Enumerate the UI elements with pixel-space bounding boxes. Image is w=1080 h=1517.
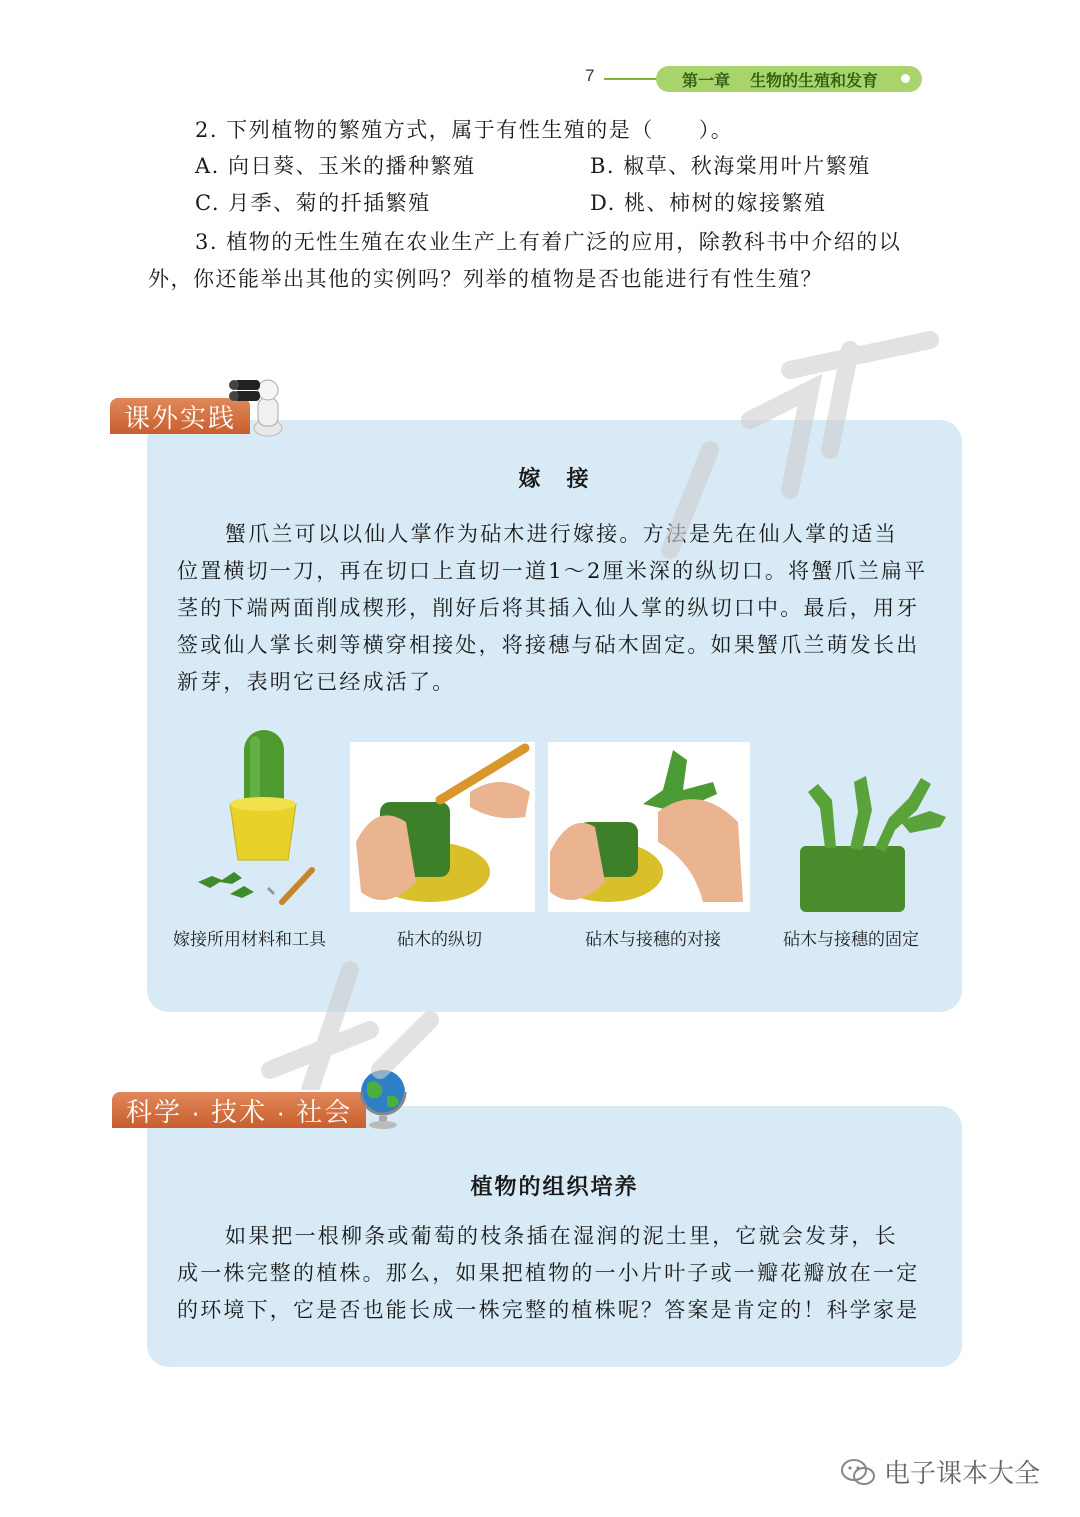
header-dot bbox=[901, 74, 910, 83]
question-2-stem: 2. 下列植物的繁殖方式，属于有性生殖的是（ ）。 bbox=[195, 118, 734, 142]
science-text-line-3: 的环境下，它是否也能长成一株完整的植株呢？答案是肯定的！科学家是 bbox=[177, 1298, 920, 1322]
footer-brand bbox=[840, 1453, 1040, 1490]
practice-title: 嫁 接 bbox=[518, 466, 591, 492]
scion-joining-photo bbox=[548, 742, 750, 912]
caption-joining: 砧木与接穗的对接 bbox=[585, 930, 721, 950]
practice-text-line-4: 签或仙人掌长刺等横穿相接处，将接穗与砧木固定。如果蟹爪兰萌发长出 bbox=[177, 633, 920, 657]
practice-text-line-2: 位置横切一刀，再在切口上直切一道1～2厘米深的纵切口。将蟹爪兰扁平 bbox=[177, 559, 928, 583]
chapter-header bbox=[656, 66, 922, 92]
practice-tab-label: 课外实践 bbox=[124, 402, 237, 433]
grafting-materials-photo bbox=[190, 722, 340, 912]
footer-text: 电子课本大全 bbox=[884, 1458, 1041, 1488]
science-tab bbox=[112, 1092, 366, 1128]
science-text-line-2: 成一株完整的植株。那么，如果把植物的一小片叶子或一瓣花瓣放在一定 bbox=[177, 1261, 920, 1285]
practice-text-line-3: 茎的下端两面削成楔形，削好后将其插入仙人掌的纵切口中。最后，用牙 bbox=[177, 596, 920, 620]
science-tab-label: 科学 · 技术 · 社会 bbox=[126, 1096, 353, 1127]
rootstock-cut-photo bbox=[350, 742, 535, 912]
caption-fixing: 砧木与接穗的固定 bbox=[783, 930, 919, 950]
caption-rootstock-cut: 砧木的纵切 bbox=[397, 930, 482, 950]
question-3-line-2: 外，你还能举出其他的实例吗？列举的植物是否也能进行有性生殖？ bbox=[148, 267, 823, 291]
caption-materials: 嫁接所用材料和工具 bbox=[173, 930, 326, 950]
practice-text-line-5: 新芽，表明它已经成活了。 bbox=[177, 670, 456, 694]
globe-icon bbox=[355, 1066, 411, 1130]
science-text-line-1: 如果把一根柳条或葡萄的枝条插在湿润的泥土里，它就会发芽，长 bbox=[225, 1224, 898, 1248]
chapter-label: 第一章 bbox=[682, 72, 731, 90]
question-2-option-b: B. 椒草、秋海棠用叶片繁殖 bbox=[590, 154, 871, 178]
header-divider bbox=[604, 78, 660, 80]
binoculars-figure-icon bbox=[228, 372, 290, 440]
practice-text-line-1: 蟹爪兰可以以仙人掌作为砧木进行嫁接。方法是先在仙人掌的适当 bbox=[225, 522, 898, 546]
question-2-option-a: A. 向日葵、玉米的播种繁殖 bbox=[195, 154, 476, 178]
question-3-line-1: 3. 植物的无性生殖在农业生产上有着广泛的应用，除教科书中介绍的以 bbox=[195, 230, 902, 254]
wechat-icon bbox=[840, 1457, 876, 1487]
graft-fixed-photo bbox=[800, 766, 948, 912]
page-number: 7 bbox=[585, 66, 595, 85]
chapter-title: 生物的生殖和发育 bbox=[750, 72, 879, 90]
science-title: 植物的组织培养 bbox=[470, 1174, 639, 1200]
question-2-option-d: D. 桃、柿树的嫁接繁殖 bbox=[590, 191, 827, 215]
question-2-option-c: C. 月季、菊的扦插繁殖 bbox=[195, 191, 431, 215]
practice-box bbox=[147, 420, 962, 1012]
